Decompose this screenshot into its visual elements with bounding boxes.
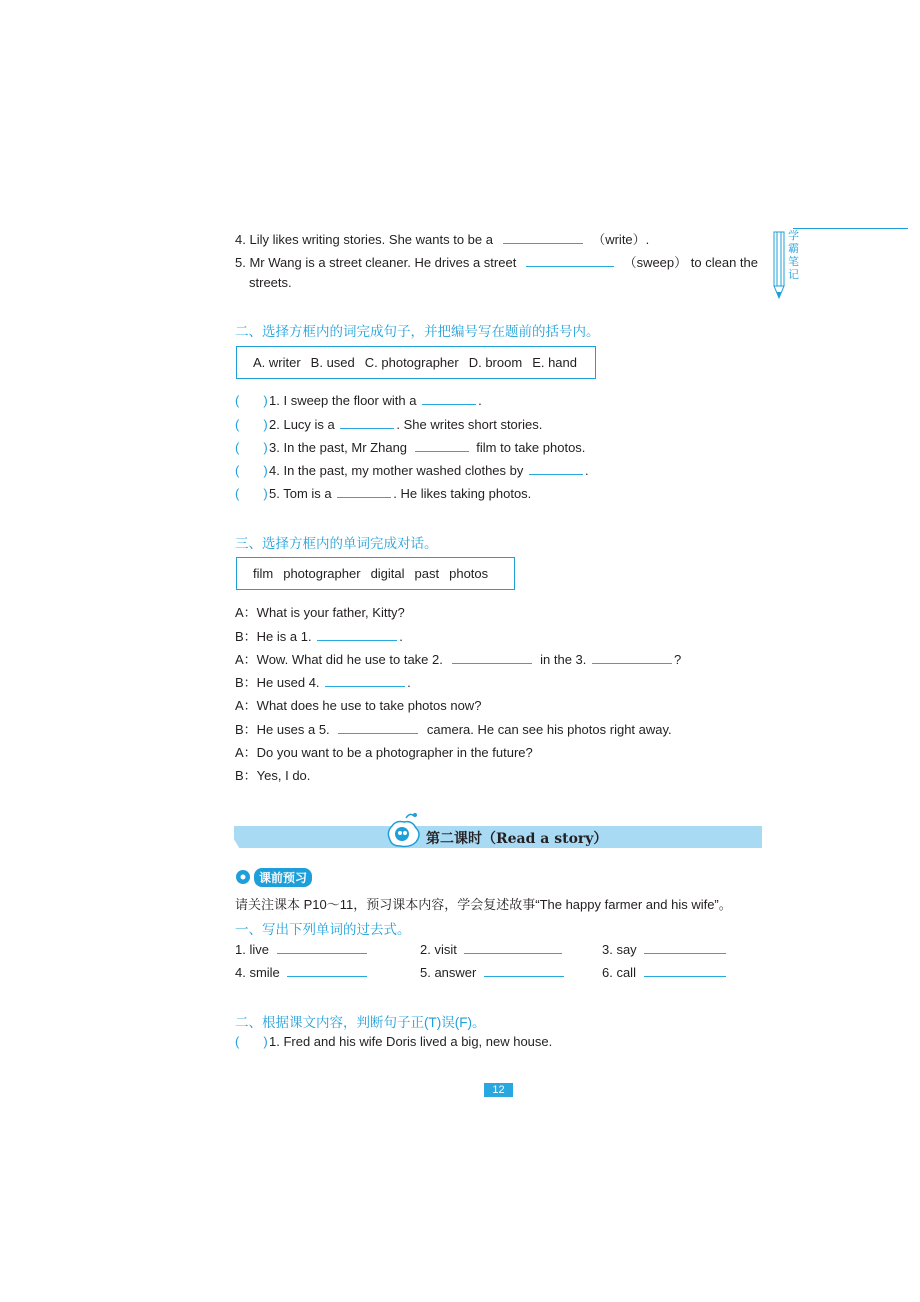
word-item: 3. say (602, 941, 726, 957)
answer-blank[interactable] (644, 964, 726, 977)
lesson-title: 第二课时（Read a story） (426, 831, 608, 847)
answer-blank[interactable] (277, 941, 367, 954)
word-item: 2. visit (420, 941, 562, 957)
part2-item-3: ( )3. In the past, Mr Zhang film to take photos. (235, 440, 586, 455)
preview-badge-label: 课前预习 (254, 868, 312, 887)
word-item: 5. answer (420, 964, 564, 980)
part3-word-box: film photographer digital past photos (236, 557, 515, 590)
word-item: 1. live (235, 941, 367, 957)
part2-item-2: ( )2. Lucy is a . She writes short stories. (235, 417, 543, 432)
answer-bracket[interactable]: ( ) (235, 1034, 268, 1049)
answer-blank[interactable] (337, 485, 391, 498)
answer-blank[interactable] (464, 941, 562, 954)
question-5: 5. Mr Wang is a street cleaner. He drives a street （sweep） to clean the (235, 255, 758, 270)
answer-blank[interactable] (592, 651, 672, 664)
answer-blank[interactable] (317, 628, 397, 641)
answer-blank[interactable] (338, 721, 418, 734)
answer-blank[interactable] (415, 439, 469, 452)
answer-blank[interactable] (484, 964, 564, 977)
task2-title: 二、根据课文内容，判断句子正(T)误(F)。 (235, 1015, 486, 1030)
part2-item-1: ( )1. I sweep the floor with a . (235, 393, 482, 408)
answer-bracket[interactable]: ( ) (235, 463, 268, 478)
answer-blank[interactable] (503, 231, 583, 244)
dialogue-line-8: B：Yes, I do. (235, 768, 311, 783)
question-4: 4. Lily likes writing stories. She wants to be a （write）. (235, 232, 650, 247)
answer-blank[interactable] (340, 416, 394, 429)
answer-blank[interactable] (325, 674, 405, 687)
dialogue-line-5: A：What does he use to take photos now? (235, 698, 482, 713)
answer-blank[interactable] (287, 964, 367, 977)
dialogue-line-4: B：He used 4. . (235, 675, 411, 690)
mascot-icon (382, 810, 426, 850)
word-item: 4. smile (235, 964, 367, 980)
answer-blank[interactable] (452, 651, 532, 664)
answer-blank[interactable] (529, 462, 583, 475)
part2-word-box: A. writer B. used C. photographer D. broom E. hand (236, 346, 596, 379)
answer-blank[interactable] (422, 392, 476, 405)
pencil-icon (773, 230, 785, 300)
answer-bracket[interactable]: ( ) (235, 417, 268, 432)
tf-item-1: ( )1. Fred and his wife Doris lived a big, new house. (235, 1034, 553, 1049)
answer-blank[interactable] (644, 941, 726, 954)
dialogue-line-7: A：Do you want to be a photographer in the future? (235, 745, 533, 760)
part2-item-5: ( )5. Tom is a . He likes taking photos. (235, 486, 532, 501)
answer-bracket[interactable]: ( ) (235, 393, 268, 408)
page-number: 12 (484, 1083, 513, 1097)
dialogue-line-3: A：Wow. What did he use to take 2. in the 3. ? (235, 652, 682, 667)
dialogue-line-6: B：He uses a 5. camera. He can see his photos right away. (235, 722, 672, 737)
word-item: 6. call (602, 964, 726, 980)
dialogue-line-1: A：What is your father, Kitty? (235, 605, 405, 620)
task1-title: 一、写出下列单词的过去式。 (235, 922, 411, 937)
question-5-cont: streets. (249, 275, 292, 290)
answer-bracket[interactable]: ( ) (235, 440, 268, 455)
flower-icon (235, 869, 251, 885)
preview-intro: 请关注课本 P10～11，预习课本内容，学会复述故事“The happy farmer and his wife”。 (235, 897, 732, 912)
part3-title: 三、选择方框内的单词完成对话。 (235, 536, 438, 551)
part2-title: 二、选择方框内的词完成句子，并把编号写在题前的括号内。 (235, 324, 600, 339)
side-note-text: 学 霸 笔 记 (788, 230, 799, 281)
answer-blank[interactable] (526, 254, 614, 267)
part2-item-4: ( )4. In the past, my mother washed clothes by . (235, 463, 589, 478)
answer-bracket[interactable]: ( ) (235, 486, 268, 501)
side-note (773, 228, 908, 303)
dialogue-line-2: B：He is a 1. . (235, 629, 403, 644)
side-note-rule (793, 228, 908, 229)
